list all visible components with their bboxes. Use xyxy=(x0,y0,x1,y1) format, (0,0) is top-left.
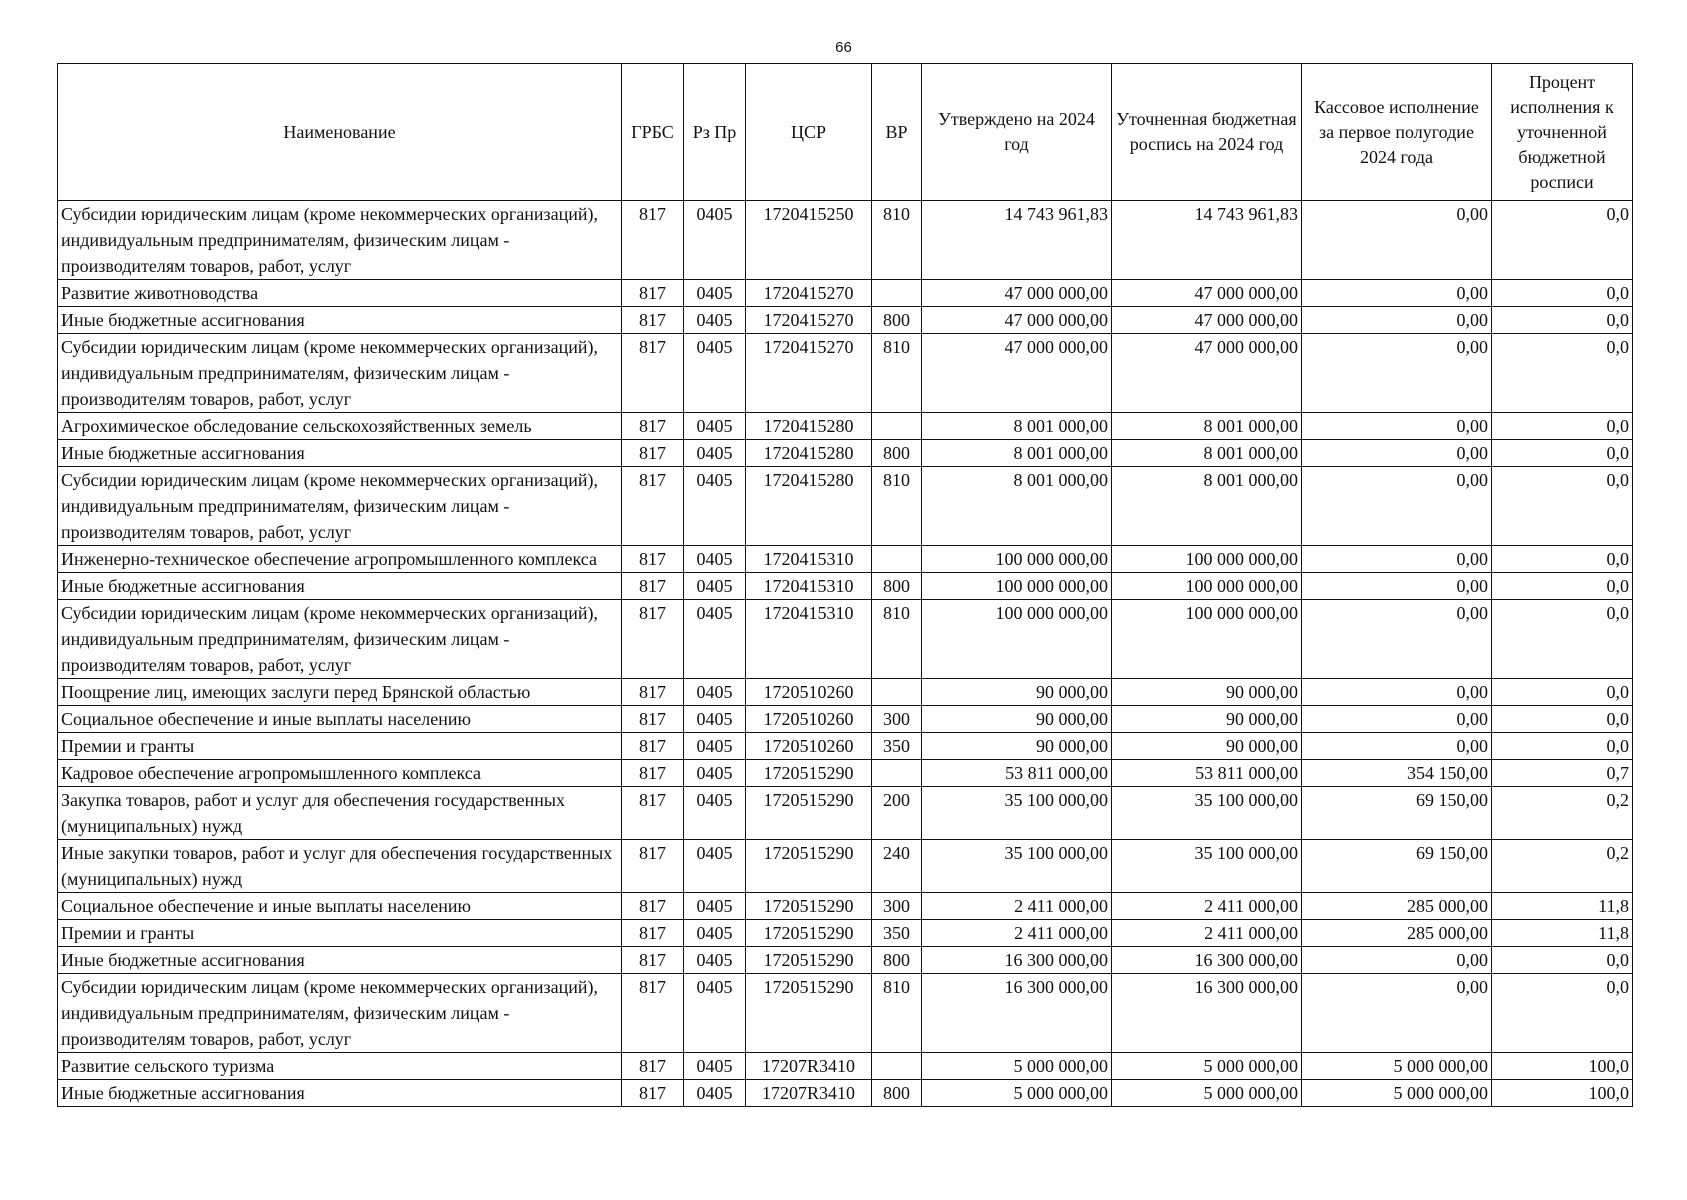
row-csr: 1720415310 xyxy=(746,600,872,679)
row-cash: 0,00 xyxy=(1302,600,1492,679)
row-name: Иные бюджетные ассигнования xyxy=(58,1080,622,1107)
row-name: Иные бюджетные ассигнования xyxy=(58,573,622,600)
row-grbs: 817 xyxy=(622,920,684,947)
row-cash: 0,00 xyxy=(1302,201,1492,280)
row-rzpr: 0405 xyxy=(684,920,746,947)
row-name: Иные бюджетные ассигнования xyxy=(58,947,622,974)
row-grbs: 817 xyxy=(622,1080,684,1107)
row-approved: 47 000 000,00 xyxy=(922,307,1112,334)
row-name: Субсидии юридическим лицам (кроме некоммерческих организаций), индивидуальным предпринимателям, физическим лицам - производителям товаров, работ, услуг xyxy=(58,600,622,679)
row-percent: 11,8 xyxy=(1492,920,1633,947)
row-grbs: 817 xyxy=(622,974,684,1053)
row-csr: 1720415270 xyxy=(746,307,872,334)
row-cash: 0,00 xyxy=(1302,307,1492,334)
row-grbs: 817 xyxy=(622,201,684,280)
row-cash: 0,00 xyxy=(1302,334,1492,413)
row-vr xyxy=(872,760,922,787)
row-csr: 1720415270 xyxy=(746,280,872,307)
row-name: Иные закупки товаров, работ и услуг для обеспечения государственных (муниципальных) нужд xyxy=(58,840,622,893)
row-vr: 350 xyxy=(872,920,922,947)
row-cash: 354 150,00 xyxy=(1302,760,1492,787)
table-row xyxy=(58,201,1633,280)
row-vr: 800 xyxy=(872,307,922,334)
budget-table xyxy=(57,63,1633,1107)
row-grbs: 817 xyxy=(622,787,684,840)
row-cash: 0,00 xyxy=(1302,280,1492,307)
header-percent: Процент исполнения к уточненной бюджетной росписи xyxy=(1492,64,1633,201)
row-approved: 2 411 000,00 xyxy=(922,893,1112,920)
row-name: Социальное обеспечение и иные выплаты населению xyxy=(58,893,622,920)
row-approved: 90 000,00 xyxy=(922,679,1112,706)
table-row xyxy=(58,787,1633,840)
row-refined: 47 000 000,00 xyxy=(1112,280,1302,307)
row-vr: 300 xyxy=(872,893,922,920)
row-rzpr: 0405 xyxy=(684,1053,746,1080)
row-refined: 8 001 000,00 xyxy=(1112,440,1302,467)
row-percent: 0,0 xyxy=(1492,706,1633,733)
row-approved: 100 000 000,00 xyxy=(922,600,1112,679)
row-name: Развитие животноводства xyxy=(58,280,622,307)
page-number: 66 xyxy=(835,39,852,56)
table-header-row xyxy=(58,64,1633,201)
row-vr: 200 xyxy=(872,787,922,840)
row-approved: 5 000 000,00 xyxy=(922,1080,1112,1107)
row-name: Субсидии юридическим лицам (кроме некоммерческих организаций), индивидуальным предпринимателям, физическим лицам - производителям товаров, работ, услуг xyxy=(58,974,622,1053)
row-csr: 1720515290 xyxy=(746,760,872,787)
table-row xyxy=(58,413,1633,440)
row-csr: 1720510260 xyxy=(746,706,872,733)
row-csr: 1720515290 xyxy=(746,947,872,974)
row-cash: 69 150,00 xyxy=(1302,840,1492,893)
row-grbs: 817 xyxy=(622,760,684,787)
row-rzpr: 0405 xyxy=(684,546,746,573)
row-approved: 47 000 000,00 xyxy=(922,280,1112,307)
row-refined: 90 000,00 xyxy=(1112,679,1302,706)
row-vr: 810 xyxy=(872,201,922,280)
row-approved: 5 000 000,00 xyxy=(922,1053,1112,1080)
row-vr: 800 xyxy=(872,1080,922,1107)
row-grbs: 817 xyxy=(622,307,684,334)
table-row xyxy=(58,706,1633,733)
row-csr: 1720510260 xyxy=(746,733,872,760)
table-row xyxy=(58,760,1633,787)
table-row xyxy=(58,467,1633,546)
table-row xyxy=(58,974,1633,1053)
header-grbs: ГРБС xyxy=(622,64,684,201)
row-grbs: 817 xyxy=(622,280,684,307)
row-percent: 0,0 xyxy=(1492,334,1633,413)
header-vr: ВР xyxy=(872,64,922,201)
row-rzpr: 0405 xyxy=(684,733,746,760)
row-rzpr: 0405 xyxy=(684,840,746,893)
row-percent: 0,0 xyxy=(1492,947,1633,974)
row-refined: 47 000 000,00 xyxy=(1112,307,1302,334)
row-cash: 0,00 xyxy=(1302,413,1492,440)
row-name: Субсидии юридическим лицам (кроме некоммерческих организаций), индивидуальным предпринимателям, физическим лицам - производителям товаров, работ, услуг xyxy=(58,467,622,546)
table-row xyxy=(58,947,1633,974)
row-vr: 800 xyxy=(872,573,922,600)
row-grbs: 817 xyxy=(622,947,684,974)
row-cash: 285 000,00 xyxy=(1302,920,1492,947)
row-percent: 0,0 xyxy=(1492,467,1633,546)
header-csr: ЦСР xyxy=(746,64,872,201)
row-vr: 240 xyxy=(872,840,922,893)
row-approved: 100 000 000,00 xyxy=(922,573,1112,600)
row-name: Поощрение лиц, имеющих заслуги перед Брянской областью xyxy=(58,679,622,706)
row-csr: 1720415310 xyxy=(746,573,872,600)
row-refined: 16 300 000,00 xyxy=(1112,974,1302,1053)
row-approved: 8 001 000,00 xyxy=(922,413,1112,440)
row-cash: 0,00 xyxy=(1302,706,1492,733)
row-name: Иные бюджетные ассигнования xyxy=(58,440,622,467)
row-refined: 2 411 000,00 xyxy=(1112,893,1302,920)
row-name: Развитие сельского туризма xyxy=(58,1053,622,1080)
row-grbs: 817 xyxy=(622,546,684,573)
row-csr: 1720515290 xyxy=(746,787,872,840)
row-percent: 100,0 xyxy=(1492,1080,1633,1107)
row-name: Премии и гранты xyxy=(58,920,622,947)
header-cash: Кассовое исполнение за первое полугодие 2024 года xyxy=(1302,64,1492,201)
row-csr: 17207R3410 xyxy=(746,1053,872,1080)
row-vr xyxy=(872,413,922,440)
row-vr xyxy=(872,546,922,573)
row-csr: 1720415280 xyxy=(746,413,872,440)
row-grbs: 817 xyxy=(622,600,684,679)
row-csr: 1720415270 xyxy=(746,334,872,413)
row-rzpr: 0405 xyxy=(684,440,746,467)
row-approved: 14 743 961,83 xyxy=(922,201,1112,280)
row-vr xyxy=(872,679,922,706)
row-rzpr: 0405 xyxy=(684,679,746,706)
row-percent: 0,0 xyxy=(1492,307,1633,334)
row-cash: 5 000 000,00 xyxy=(1302,1080,1492,1107)
row-cash: 0,00 xyxy=(1302,573,1492,600)
row-grbs: 817 xyxy=(622,733,684,760)
row-percent: 0,0 xyxy=(1492,600,1633,679)
table-row xyxy=(58,1053,1633,1080)
row-rzpr: 0405 xyxy=(684,280,746,307)
row-refined: 2 411 000,00 xyxy=(1112,920,1302,947)
row-rzpr: 0405 xyxy=(684,307,746,334)
row-approved: 35 100 000,00 xyxy=(922,840,1112,893)
row-percent: 0,2 xyxy=(1492,787,1633,840)
row-refined: 35 100 000,00 xyxy=(1112,840,1302,893)
row-name: Кадровое обеспечение агропромышленного комплекса xyxy=(58,760,622,787)
header-rzpr: Рз Пр xyxy=(684,64,746,201)
row-percent: 0,2 xyxy=(1492,840,1633,893)
row-csr: 1720415310 xyxy=(746,546,872,573)
row-percent: 0,0 xyxy=(1492,573,1633,600)
row-percent: 100,0 xyxy=(1492,1053,1633,1080)
table-row xyxy=(58,1080,1633,1107)
row-cash: 69 150,00 xyxy=(1302,787,1492,840)
row-vr xyxy=(872,1053,922,1080)
row-vr: 350 xyxy=(872,733,922,760)
row-approved: 16 300 000,00 xyxy=(922,974,1112,1053)
row-approved: 90 000,00 xyxy=(922,733,1112,760)
row-rzpr: 0405 xyxy=(684,467,746,546)
row-approved: 8 001 000,00 xyxy=(922,440,1112,467)
row-csr: 1720515290 xyxy=(746,974,872,1053)
row-csr: 1720515290 xyxy=(746,840,872,893)
row-grbs: 817 xyxy=(622,679,684,706)
row-percent: 0,0 xyxy=(1492,201,1633,280)
row-vr: 810 xyxy=(872,974,922,1053)
row-name: Инженерно-техническое обеспечение агропромышленного комплекса xyxy=(58,546,622,573)
row-csr: 1720415280 xyxy=(746,440,872,467)
header-refined: Уточненная бюджетная роспись на 2024 год xyxy=(1112,64,1302,201)
table-row xyxy=(58,280,1633,307)
row-refined: 14 743 961,83 xyxy=(1112,201,1302,280)
row-approved: 53 811 000,00 xyxy=(922,760,1112,787)
row-approved: 16 300 000,00 xyxy=(922,947,1112,974)
row-cash: 0,00 xyxy=(1302,467,1492,546)
row-approved: 100 000 000,00 xyxy=(922,546,1112,573)
row-grbs: 817 xyxy=(622,573,684,600)
table-row xyxy=(58,573,1633,600)
row-vr xyxy=(872,280,922,307)
row-name: Премии и гранты xyxy=(58,733,622,760)
row-vr: 800 xyxy=(872,440,922,467)
row-rzpr: 0405 xyxy=(684,974,746,1053)
table-row xyxy=(58,334,1633,413)
row-csr: 17207R3410 xyxy=(746,1080,872,1107)
row-refined: 100 000 000,00 xyxy=(1112,600,1302,679)
row-refined: 47 000 000,00 xyxy=(1112,334,1302,413)
row-csr: 1720510260 xyxy=(746,679,872,706)
table-row xyxy=(58,600,1633,679)
table-row xyxy=(58,546,1633,573)
row-percent: 0,0 xyxy=(1492,733,1633,760)
row-vr: 810 xyxy=(872,467,922,546)
row-rzpr: 0405 xyxy=(684,760,746,787)
header-approved: Утверждено на 2024 год xyxy=(922,64,1112,201)
row-cash: 0,00 xyxy=(1302,440,1492,467)
row-percent: 0,0 xyxy=(1492,280,1633,307)
row-name: Субсидии юридическим лицам (кроме некоммерческих организаций), индивидуальным предпринимателям, физическим лицам - производителям товаров, работ, услуг xyxy=(58,334,622,413)
row-approved: 90 000,00 xyxy=(922,706,1112,733)
row-name: Агрохимическое обследование сельскохозяйственных земель xyxy=(58,413,622,440)
row-name: Социальное обеспечение и иные выплаты населению xyxy=(58,706,622,733)
row-rzpr: 0405 xyxy=(684,1080,746,1107)
table-row xyxy=(58,733,1633,760)
row-refined: 35 100 000,00 xyxy=(1112,787,1302,840)
row-rzpr: 0405 xyxy=(684,413,746,440)
row-refined: 90 000,00 xyxy=(1112,733,1302,760)
table-row xyxy=(58,679,1633,706)
row-refined: 16 300 000,00 xyxy=(1112,947,1302,974)
row-vr: 300 xyxy=(872,706,922,733)
row-vr: 800 xyxy=(872,947,922,974)
row-grbs: 817 xyxy=(622,893,684,920)
row-rzpr: 0405 xyxy=(684,893,746,920)
row-cash: 0,00 xyxy=(1302,546,1492,573)
row-cash: 0,00 xyxy=(1302,679,1492,706)
table-row xyxy=(58,307,1633,334)
row-percent: 0,7 xyxy=(1492,760,1633,787)
row-csr: 1720415250 xyxy=(746,201,872,280)
row-cash: 0,00 xyxy=(1302,974,1492,1053)
row-percent: 0,0 xyxy=(1492,679,1633,706)
row-percent: 0,0 xyxy=(1492,440,1633,467)
row-rzpr: 0405 xyxy=(684,706,746,733)
row-percent: 0,0 xyxy=(1492,546,1633,573)
row-approved: 2 411 000,00 xyxy=(922,920,1112,947)
row-cash: 0,00 xyxy=(1302,733,1492,760)
row-percent: 0,0 xyxy=(1492,413,1633,440)
row-grbs: 817 xyxy=(622,1053,684,1080)
row-cash: 0,00 xyxy=(1302,947,1492,974)
table-row xyxy=(58,920,1633,947)
table-row xyxy=(58,840,1633,893)
row-refined: 90 000,00 xyxy=(1112,706,1302,733)
row-csr: 1720515290 xyxy=(746,920,872,947)
row-approved: 8 001 000,00 xyxy=(922,467,1112,546)
row-grbs: 817 xyxy=(622,334,684,413)
row-name: Закупка товаров, работ и услуг для обеспечения государственных (муниципальных) нужд xyxy=(58,787,622,840)
table-row xyxy=(58,440,1633,467)
row-rzpr: 0405 xyxy=(684,947,746,974)
row-refined: 8 001 000,00 xyxy=(1112,467,1302,546)
row-cash: 285 000,00 xyxy=(1302,893,1492,920)
header-name: Наименование xyxy=(58,64,622,201)
row-rzpr: 0405 xyxy=(684,600,746,679)
row-cash: 5 000 000,00 xyxy=(1302,1053,1492,1080)
row-rzpr: 0405 xyxy=(684,334,746,413)
row-csr: 1720515290 xyxy=(746,893,872,920)
row-rzpr: 0405 xyxy=(684,201,746,280)
row-grbs: 817 xyxy=(622,413,684,440)
row-percent: 0,0 xyxy=(1492,974,1633,1053)
row-percent: 11,8 xyxy=(1492,893,1633,920)
row-approved: 35 100 000,00 xyxy=(922,787,1112,840)
row-refined: 8 001 000,00 xyxy=(1112,413,1302,440)
row-grbs: 817 xyxy=(622,706,684,733)
row-refined: 5 000 000,00 xyxy=(1112,1053,1302,1080)
row-rzpr: 0405 xyxy=(684,573,746,600)
table-row xyxy=(58,893,1633,920)
row-grbs: 817 xyxy=(622,467,684,546)
row-grbs: 817 xyxy=(622,440,684,467)
row-rzpr: 0405 xyxy=(684,787,746,840)
row-csr: 1720415280 xyxy=(746,467,872,546)
row-refined: 100 000 000,00 xyxy=(1112,546,1302,573)
row-name: Субсидии юридическим лицам (кроме некоммерческих организаций), индивидуальным предпринимателям, физическим лицам - производителям товаров, работ, услуг xyxy=(58,201,622,280)
row-approved: 47 000 000,00 xyxy=(922,334,1112,413)
row-name: Иные бюджетные ассигнования xyxy=(58,307,622,334)
row-refined: 5 000 000,00 xyxy=(1112,1080,1302,1107)
row-vr: 810 xyxy=(872,334,922,413)
row-vr: 810 xyxy=(872,600,922,679)
row-refined: 53 811 000,00 xyxy=(1112,760,1302,787)
row-grbs: 817 xyxy=(622,840,684,893)
row-refined: 100 000 000,00 xyxy=(1112,573,1302,600)
